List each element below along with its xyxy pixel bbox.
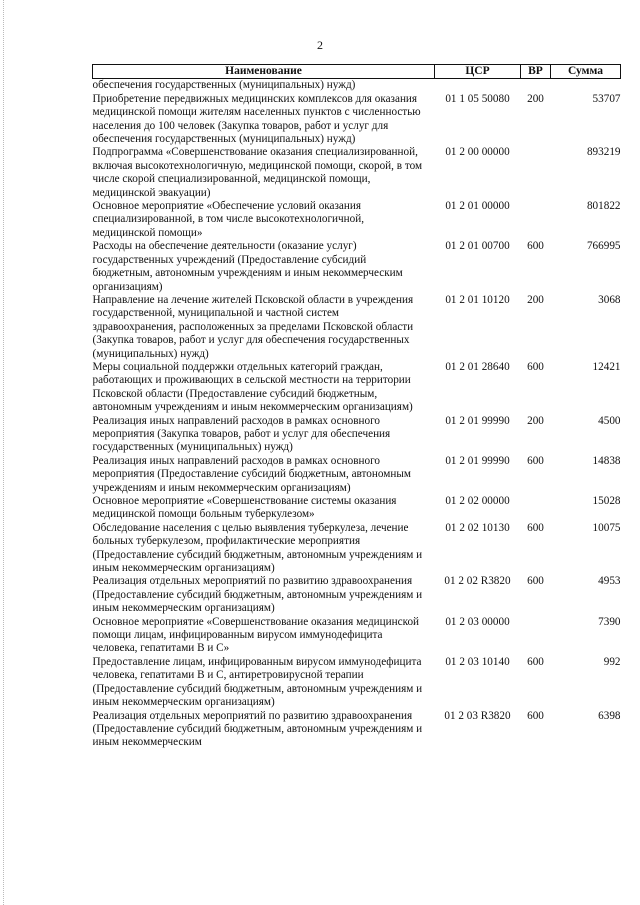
table-row xyxy=(93,710,621,750)
cell-csr: 01 1 05 50080 xyxy=(445,92,510,105)
cell-sum: 10075 xyxy=(592,521,621,534)
cell-csr: 01 2 03 10140 xyxy=(445,655,510,668)
cell-vr xyxy=(521,616,551,656)
page-number: 2 xyxy=(317,38,323,52)
budget-table xyxy=(92,64,621,750)
cell-sum: 7390 xyxy=(598,615,621,628)
cell-csr: 01 2 01 28640 xyxy=(445,360,510,373)
cell-sum xyxy=(551,79,621,93)
table-row xyxy=(93,79,621,93)
cell-vr: 600 xyxy=(527,360,544,373)
cell-csr: 01 2 02 R3820 xyxy=(444,575,511,588)
cell-vr: 200 xyxy=(527,92,544,105)
cell-name: Меры социальной поддержки отдельных категорий граждан, работающих и проживающих в сельской местности на территории Псковской области (Предоставление субсидий бюджетным, автономным учреждениям и иным некоммерческим организациям) xyxy=(92,360,413,414)
table-body xyxy=(93,79,621,750)
cell-sum: 15028 xyxy=(592,495,621,507)
scan-margin-line xyxy=(3,0,5,905)
cell-csr: 01 2 03 00000 xyxy=(445,615,510,628)
cell-vr: 600 xyxy=(527,655,544,668)
cell-csr: 01 2 01 99990 xyxy=(445,414,510,427)
cell-sum: 53707 xyxy=(592,92,621,105)
cell-vr xyxy=(521,79,551,93)
cell-csr xyxy=(435,79,521,93)
cell-vr: 600 xyxy=(527,575,544,588)
table-row xyxy=(93,93,621,147)
cell-name: Предоставление лицам, инфицированным вирусом иммунодефицита человека, гепатитами В и С, антиретровирусной терапии (Предоставление субсидий бюджетным, автономным учреждениям и иным некоммерческим организациям) xyxy=(92,655,423,709)
cell-sum: 801822 xyxy=(586,200,621,213)
table-row xyxy=(93,294,621,361)
cell-sum: 992 xyxy=(603,655,621,668)
cell-sum: 4500 xyxy=(598,414,621,427)
table-row xyxy=(93,240,621,294)
cell-sum: 12421 xyxy=(592,360,621,373)
cell-name: Основное мероприятие «Совершенствование системы оказания медицинской помощи больным туберкулезом» xyxy=(92,495,397,521)
cell-sum: 893219 xyxy=(586,146,621,159)
cell-name: Обследование населения с целью выявления туберкулеза, лечение больных туберкулезом, профилактические мероприятия (Предоставление субсидий бюджетным, автономным учреждениям и иным некоммерческим организациям) xyxy=(92,521,423,575)
cell-csr: 01 2 01 00000 xyxy=(445,200,510,213)
cell-vr: 200 xyxy=(527,293,544,306)
table-row xyxy=(93,616,621,656)
cell-vr xyxy=(521,146,551,200)
cell-csr: 01 2 01 99990 xyxy=(445,454,510,467)
cell-name: Основное мероприятие «Совершенствование оказания медицинской помощи лицам, инфицированным вирусом иммунодефицита человека, гепатитами В и С» xyxy=(92,615,420,655)
table-row xyxy=(93,146,621,200)
cell-vr: 600 xyxy=(527,454,544,467)
table-row xyxy=(93,415,621,455)
cell-csr: 01 2 01 10120 xyxy=(445,293,510,306)
cell-name: Реализация иных направлений расходов в рамках основного мероприятия (Закупка товаров, работ и услуг для обеспечения государственных (муниципальных) нужд) xyxy=(92,414,391,454)
cell-sum: 766995 xyxy=(586,240,621,253)
table-header xyxy=(93,65,621,79)
cell-csr: 01 2 01 00700 xyxy=(445,240,510,253)
cell-name: Подпрограмма «Совершенствование оказания специализированной, включая высокотехнологичную, медицинской помощи, скорой, в том числе скорой специализированной, медицинской помощи, медицинской эвакуации) xyxy=(92,146,423,199)
cell-csr: 01 2 02 10130 xyxy=(445,521,510,534)
cell-name: Приобретение передвижных медицинских комплексов для оказания медицинской помощи жителям населенных пунктов с численностью населения до 100 человек (Закупка товаров, работ и услуг для обеспечения государственных (муниципальных) нужд) xyxy=(92,92,421,146)
cell-name: Реализация отдельных мероприятий по развитию здравоохранения (Предоставление субсидий бюджетным, автономным учреждениям и иным некоммерческим организациям) xyxy=(92,575,423,615)
header-csr: ЦСР xyxy=(435,65,521,79)
header-sum: Сумма xyxy=(551,65,621,79)
cell-name: Направление на лечение жителей Псковской области в учреждения государственной, муниципальной и частной систем здравоохранения, расположенных за пределами Псковской области (Закупка товаров, работ и услуг для обеспечения государственных (муниципальных) нужд) xyxy=(92,293,414,360)
cell-csr: 01 2 00 00000 xyxy=(445,146,510,159)
cell-vr: 600 xyxy=(527,240,544,253)
cell-vr: 200 xyxy=(527,414,544,427)
table-row xyxy=(93,656,621,710)
cell-sum: 3068 xyxy=(598,293,621,306)
header-name: Наименование xyxy=(93,65,435,79)
cell-sum: 4953 xyxy=(598,575,621,588)
cell-vr: 600 xyxy=(527,521,544,534)
table-row xyxy=(93,455,621,495)
header-vr: ВР xyxy=(521,65,551,79)
cell-vr: 600 xyxy=(527,709,544,722)
cell-name: Расходы на обеспечение деятельности (оказание услуг) государственных учреждений (Предоставление субсидий бюджетным, автономным учреждениям и иным некоммерческим организациям) xyxy=(92,240,403,293)
cell-name: обеспечения государственных (муниципальных) нужд) xyxy=(92,79,356,92)
cell-csr: 01 2 03 R3820 xyxy=(444,709,511,722)
cell-csr: 01 2 02 00000 xyxy=(445,495,510,507)
cell-sum: 14838 xyxy=(592,454,621,467)
table-row xyxy=(93,575,621,615)
table-row xyxy=(93,361,621,415)
cell-vr xyxy=(521,495,551,522)
cell-name: Основное мероприятие «Обеспечение условий оказания специализированной, в том числе высокотехнологичной, медицинской помощи» xyxy=(92,200,365,239)
cell-sum: 6398 xyxy=(598,709,621,722)
cell-vr xyxy=(521,200,551,240)
cell-name: Реализация отдельных мероприятий по развитию здравоохранения (Предоставление субсидий бюджетным, автономным учреждениям и иным некоммерческим xyxy=(92,709,423,749)
budget-table-container xyxy=(92,64,620,750)
table-row xyxy=(93,522,621,576)
table-row xyxy=(93,200,621,240)
cell-name: Реализация иных направлений расходов в рамках основного мероприятия (Предоставление субсидий бюджетным, автономным учреждениям и иным некоммерческим организациям) xyxy=(92,454,411,494)
table-row xyxy=(93,495,621,522)
